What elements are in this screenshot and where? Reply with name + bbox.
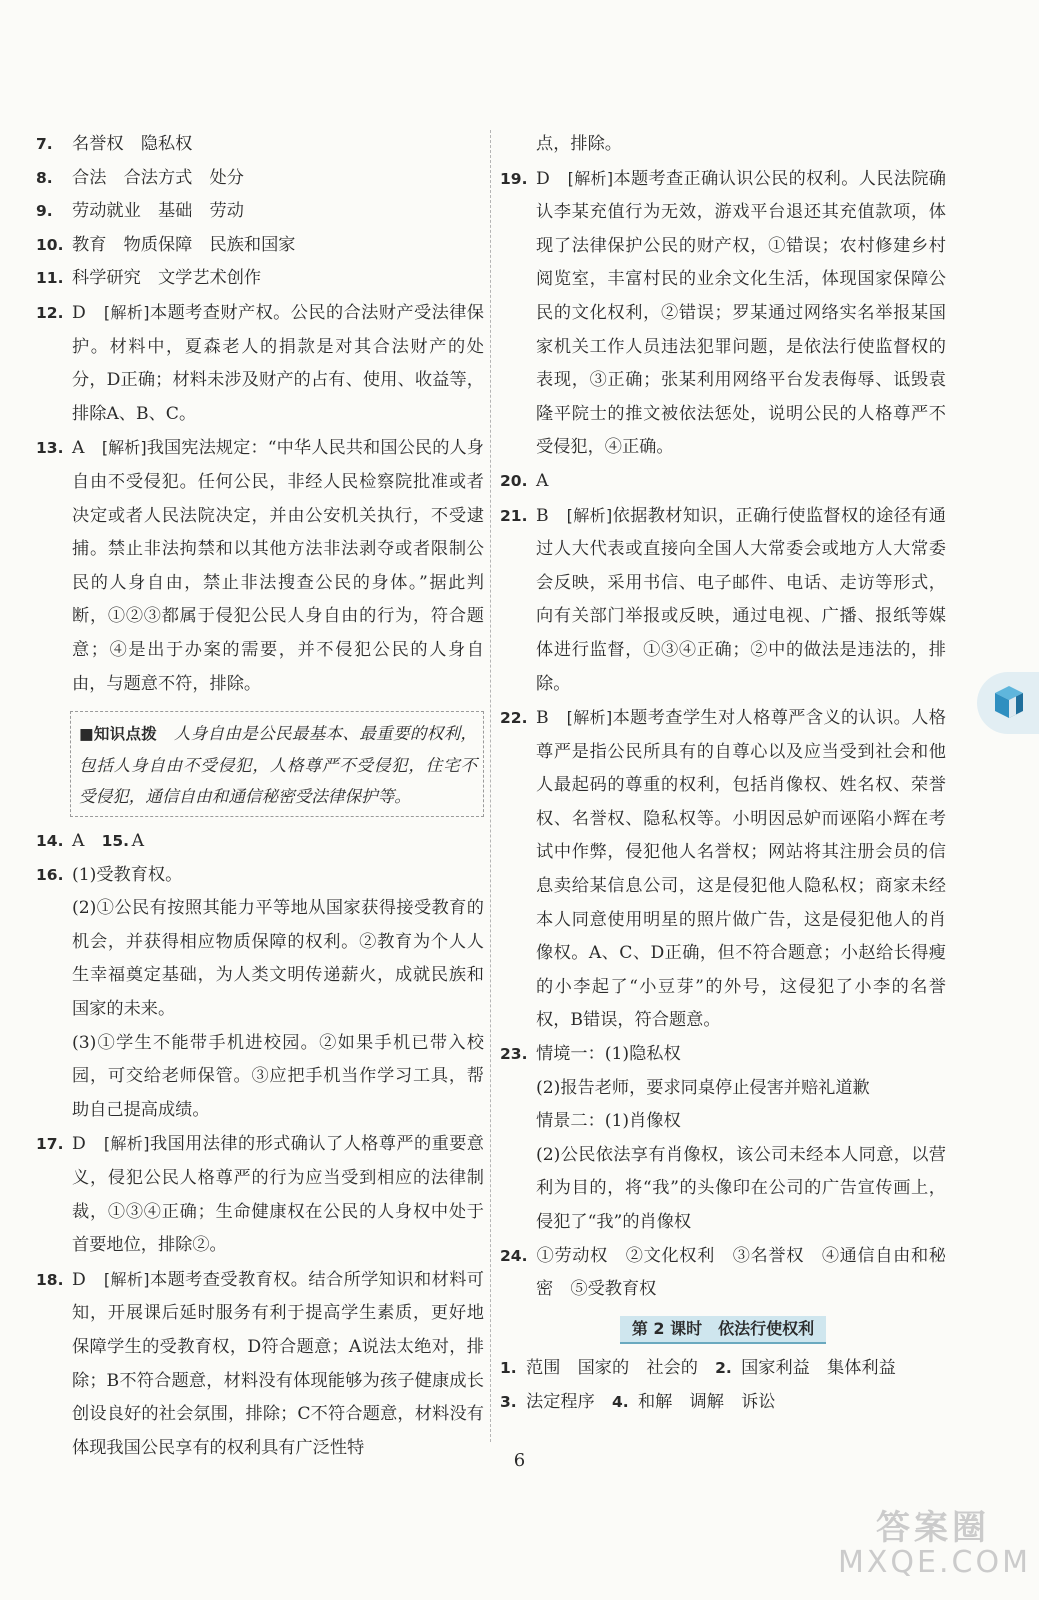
answer-24: 24. ①劳动权 ②文化权利 ③名誉权 ④通信自由和秘密 ⑤受教育权 — [500, 1245, 946, 1300]
answer-23-scenario2-part2: (2)公民依法享有肖像权，该公司未经本人同意，以营利为目的，将“我”的头像印在公司的广告宣传画上，侵犯了“我”的肖像权 — [536, 1144, 946, 1232]
analysis-tag: [解析] — [103, 1134, 150, 1154]
answer-13: 13. A [解析]我国宪法规定：“中华人民共和国公民的人身自由不受侵犯。任何公民，非经人民检察院批准或者决定或者人民法院决定，并由公安机关执行，不受逮捕。禁止非法拘禁和以其他方法非法剥夺或者限制公民的人身自由，禁止非法搜查公民的身体。”据此判断，①②③都属于侵犯公民人身自由的行为，符合题意；④是出于办案的需要，并不侵犯公民的人身自由，与题意不符，排除。 — [36, 438, 484, 694]
analysis-tag: [解析] — [566, 708, 613, 728]
answer-23: 23. 情境一：(1)隐私权 — [500, 1044, 681, 1065]
answer-20: 20. A — [500, 470, 549, 491]
page-number: 6 — [513, 1450, 526, 1471]
answer-16-part3: (3)①学生不能带手机进校园。②如果手机已带入校园，可交给老师保管。③应把手机当作学习工具，帮助自己提高成绩。 — [72, 1032, 484, 1120]
watermark — [838, 1500, 1031, 1590]
tip-label: ■知识点拨 — [79, 725, 157, 744]
answer-23-scenario2: 情景二：(1)肖像权 — [536, 1111, 681, 1132]
left-column — [36, 128, 484, 1465]
watermark-logo: 答案圈 — [876, 1508, 990, 1548]
right-column — [500, 128, 946, 1420]
answer-10: 10. 教育 物质保障 民族和国家 — [36, 234, 296, 255]
column-divider — [490, 130, 491, 1442]
lesson-title-banner: 第 2 课时 依法行使权利 — [500, 1313, 946, 1347]
fill-answers-3-4: 3. 法定程序 4. 和解 调解 诉讼 — [500, 1391, 776, 1412]
analysis-tag: [解析] — [103, 1269, 150, 1289]
side-tab[interactable] — [977, 672, 1039, 734]
answer-14-15: 14. A 15. A — [36, 831, 145, 852]
answer-19: 19. D [解析]本题考查正确认识公民的权利。人民法院确认李某充值行为无效，游戏平台退还其充值款项，体现了法律保护公民的财产权，①错误；农村修建乡村阅览室，丰富村民的业余文化生活，体现国家保障公民的文化权利，②错误；罗某通过网络实名举报某国家机关工作人员违法犯罪问题，是依法行使监督权的表现，③正确；张某利用网络平台发表侮辱、诋毁袁隆平院士的推文被依法惩处，说明公民的人格尊严不受侵犯，④正确。 — [500, 168, 946, 458]
answer-18: 18. D [解析]本题考查受教育权。结合所学知识和材料可知，开展课后延时服务有利于提高学生素质，更好地保障学生的受教育权，D符合题意；A说法太绝对，排除；B不符合题意，材料没有体现能够为孩子健康成长创设良好的社会氛围，排除；C不符合题意，材料没有体现我国公民享有的权利具有广泛性特 — [36, 1269, 484, 1458]
watermark-url: MXQE.COM — [838, 1545, 1031, 1580]
answer-23-part2: (2)报告老师，要求同桌停止侵害并赔礼道歉 — [536, 1077, 870, 1098]
analysis-tag: [解析] — [103, 302, 150, 322]
answer-18-continued: 点，排除。 — [536, 134, 622, 154]
analysis-tag: [解析] — [566, 505, 613, 525]
answer-17: 17. D [解析]我国用法律的形式确认了人格尊严的重要意义，侵犯公民人格尊严的行为应当受到相应的法律制裁，①③④正确；生命健康权在公民的人身权中处于首要地位，排除②。 — [36, 1134, 484, 1256]
answer-16: 16. (1)受教育权。 — [36, 864, 183, 885]
answer-11: 11. 科学研究 文学艺术创作 — [36, 268, 262, 289]
answer-8: 8. 合法 合法方式 处分 — [36, 167, 244, 188]
answer-9: 9. 劳动就业 基础 劳动 — [36, 201, 244, 222]
analysis-tag: [解析] — [101, 438, 147, 458]
answer-12: 12. D [解析]本题考查财产权。公民的合法财产受法律保护。材料中，夏森老人的捐款是对其合法财产的处分，D正确；材料未涉及财产的占有、使用、收益等，排除A、B、C。 — [36, 302, 484, 424]
cube-icon — [994, 685, 1024, 719]
answer-7: 7. 名誉权 隐私权 — [36, 134, 193, 154]
knowledge-tip-box: ■知识点拨 人身自由是公民最基本、最重要的权利，包括人身自由不受侵犯，人格尊严不受侵犯，住宅不受侵犯，通信自由和通信秘密受法律保护等。 — [70, 711, 484, 817]
answer-16-part2: (2)①公民有按照其能力平等地从国家获得接受教育的机会，并获得相应物质保障的权利。②教育为个人人生幸福奠定基础，为人类文明传递薪火，成就民族和国家的未来。 — [72, 898, 484, 1020]
answer-22: 22. B [解析]本题考查学生对人格尊严含义的认识。人格尊严是指公民所具有的自尊心以及应当受到社会和他人最起码的尊重的权利，包括肖像权、姓名权、荣誉权、名誉权、隐私权等。小明因忌妒而诬陷小辉在考试中作弊，侵犯他人名誉权；网站将其注册会员的信息卖给某信息公司，这是侵犯他人隐私权；商家未经本人同意使用明星的照片做广告，这是侵犯他人的肖像权。A、C、D正确，但不符合题意；小赵给长得瘦的小李起了“小豆芽”的外号，这侵犯了小李的名誉权，B错误，符合题意。 — [500, 708, 946, 1031]
analysis-tag: [解析] — [567, 168, 614, 188]
fill-answers-1-2: 1. 范围 国家的 社会的 2. 国家利益 集体利益 — [500, 1358, 896, 1379]
answer-21: 21. B [解析]依据教材知识，正确行使监督权的途径有通过人大代表或直接向全国人大常委会或地方人大常委会反映，采用书信、电子邮件、电话、走访等形式，向有关部门举报或反映，通过电视、广播、报纸等媒体进行监督，①③④正确；②中的做法是违法的，排除。 — [500, 505, 946, 694]
